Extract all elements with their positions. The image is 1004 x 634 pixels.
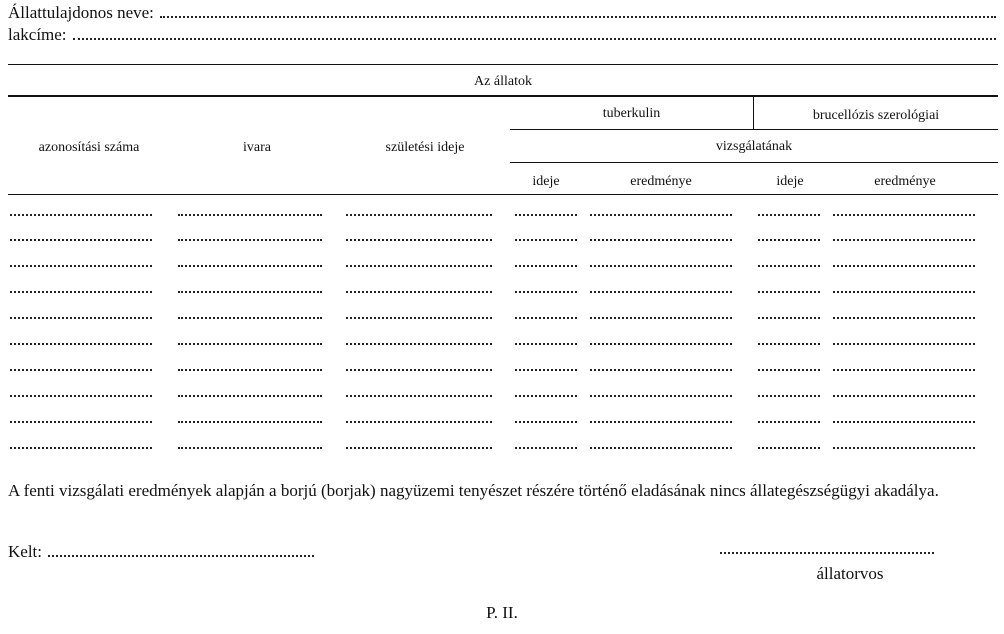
owner-address-label: lakcíme: [8,25,67,44]
row-7-br-result-field[interactable] [833,369,975,371]
row-8-tb-result-field[interactable] [590,395,732,397]
owner-address-field[interactable] [73,38,996,40]
row-6-tb-result-field[interactable] [590,343,732,345]
tb-date-header: ideje [532,174,560,189]
row-6-sex-field[interactable] [178,343,322,345]
row-9-sex-field[interactable] [178,421,322,423]
tests-rule-1 [510,129,998,130]
row-7-tb-result-field[interactable] [590,369,732,371]
col-birth-header: születési ideje [385,140,465,155]
header-top-rule [8,95,998,97]
row-5-sex-field[interactable] [178,317,322,319]
row-10-tb-date-field[interactable] [515,447,577,449]
owner-address-line [8,24,996,44]
row-6-tb-date-field[interactable] [515,343,577,345]
row-9-tb-date-field[interactable] [515,421,577,423]
date-field[interactable] [48,555,314,557]
col-sex-header: ivara [243,140,271,155]
row-9-birth-field[interactable] [346,421,492,423]
header-bottom-rule [8,194,998,195]
brucellosis-header: brucellózis szerológiai [812,108,940,123]
col-id-header: azonosítási száma [38,140,140,155]
row-1-br-date-field[interactable] [758,214,820,216]
row-1-birth-field[interactable] [346,214,492,216]
row-2-tb-date-field[interactable] [515,239,577,241]
row-9-br-date-field[interactable] [758,421,820,423]
date-line [8,541,314,561]
row-2-id-field[interactable] [10,239,152,241]
row-6-id-field[interactable] [10,343,152,345]
row-10-sex-field[interactable] [178,447,322,449]
row-2-sex-field[interactable] [178,239,322,241]
row-7-tb-date-field[interactable] [515,369,577,371]
tb-result-header: eredménye [630,174,692,189]
row-3-br-result-field[interactable] [833,265,975,267]
row-6-br-date-field[interactable] [758,343,820,345]
row-9-id-field[interactable] [10,421,152,423]
row-6-birth-field[interactable] [346,343,492,345]
row-1-br-result-field[interactable] [833,214,975,216]
row-7-birth-field[interactable] [346,369,492,371]
row-8-id-field[interactable] [10,395,152,397]
owner-name-label: Állattulajdonos neve: [8,3,154,22]
examination-header: vizsgálatának [715,139,793,154]
row-5-tb-result-field[interactable] [590,317,732,319]
row-10-tb-result-field[interactable] [590,447,732,449]
tests-rule-2 [510,162,998,163]
row-7-br-date-field[interactable] [758,369,820,371]
row-8-br-date-field[interactable] [758,395,820,397]
row-7-id-field[interactable] [10,369,152,371]
row-5-id-field[interactable] [10,317,152,319]
row-6-br-result-field[interactable] [833,343,975,345]
row-5-tb-date-field[interactable] [515,317,577,319]
tuberculin-header: tuberkulin [602,106,661,121]
row-1-tb-result-field[interactable] [590,214,732,216]
row-4-tb-date-field[interactable] [515,291,577,293]
row-3-tb-date-field[interactable] [515,265,577,267]
row-2-tb-result-field[interactable] [590,239,732,241]
br-result-header: eredménye [874,174,936,189]
date-label: Kelt: [8,542,42,561]
owner-name-field[interactable] [160,16,996,18]
row-4-br-result-field[interactable] [833,291,975,293]
row-9-tb-result-field[interactable] [590,421,732,423]
statement-text: A fenti vizsgálati eredmények alapján a borjú (borjak) nagyüzemi tenyészet részére történő eladásának nincs állategészségügyi akadálya. [8,481,939,500]
row-5-birth-field[interactable] [346,317,492,319]
table-title: Az állatok [474,74,532,89]
row-4-sex-field[interactable] [178,291,322,293]
row-2-br-date-field[interactable] [758,239,820,241]
row-8-sex-field[interactable] [178,395,322,397]
page-code: P. II. [486,603,518,622]
row-10-br-result-field[interactable] [833,447,975,449]
row-1-tb-date-field[interactable] [515,214,577,216]
br-date-header: ideje [776,174,804,189]
row-5-br-date-field[interactable] [758,317,820,319]
row-3-birth-field[interactable] [346,265,492,267]
vet-label: állatorvos [816,564,884,583]
row-3-id-field[interactable] [10,265,152,267]
row-2-birth-field[interactable] [346,239,492,241]
row-8-birth-field[interactable] [346,395,492,397]
row-3-br-date-field[interactable] [758,265,820,267]
row-1-sex-field[interactable] [178,214,322,216]
row-3-sex-field[interactable] [178,265,322,267]
row-10-id-field[interactable] [10,447,152,449]
row-4-tb-result-field[interactable] [590,291,732,293]
row-5-br-result-field[interactable] [833,317,975,319]
owner-name-line [8,2,996,22]
row-4-birth-field[interactable] [346,291,492,293]
row-10-birth-field[interactable] [346,447,492,449]
row-3-tb-result-field[interactable] [590,265,732,267]
row-8-br-result-field[interactable] [833,395,975,397]
row-7-sex-field[interactable] [178,369,322,371]
row-4-id-field[interactable] [10,291,152,293]
row-9-br-result-field[interactable] [833,421,975,423]
vet-signature-line[interactable] [720,552,934,554]
row-1-id-field[interactable] [10,214,152,216]
row-2-br-result-field[interactable] [833,239,975,241]
row-4-br-date-field[interactable] [758,291,820,293]
row-8-tb-date-field[interactable] [515,395,577,397]
row-10-br-date-field[interactable] [758,447,820,449]
top-rule [8,64,998,65]
